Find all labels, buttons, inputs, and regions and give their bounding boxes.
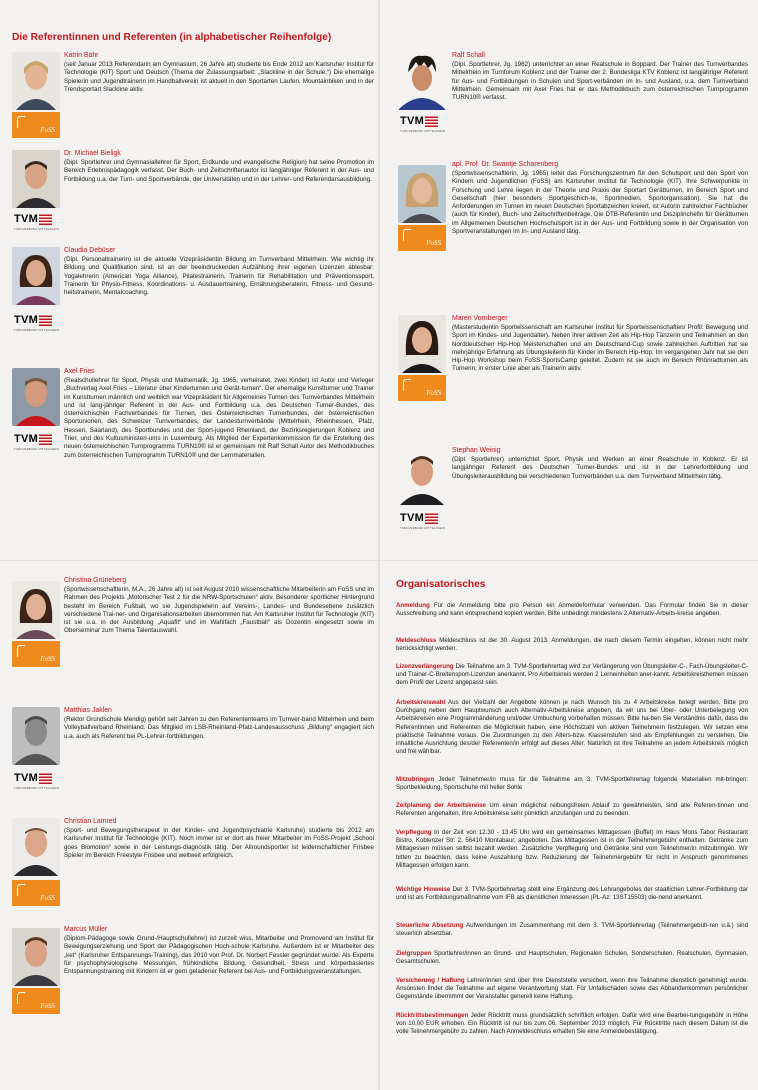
org-item [396, 602, 748, 618]
referent-bio: (seit Januar 2013 Referendarin am Gymnasium, 26 Jahre alt) studierte bis Ende 2012 am Karlsruher Institut für Technologie (KIT) Sport und Deutsch (Thema der Zulassungsarbeit: „Slackline in der Schule.“) Die ehemalige Spielerin und Jugendtrainerin im Handballverein ist aktuell in den Sportarten Laufen, Mountainbiken und in der Trendsportart Slackline aktiv. [64, 61, 374, 93]
referent-name: Matthias Jaklen [64, 707, 112, 714]
referent-bio: (Dipl. Personaltrainerin) ist die aktuelle Vizepräsidentin Bildung im Turnverband Mittelrhein. Wie wichtig ihr Bildung und Qualifikation sind, ist an der beeindruckenden Aufzählung ihrer eigenen Lizenzen ablesbar: Yogalehrerin (American Yoga Alliance), Pilatestrainerin, Trainerin für Rehabilitation und Präventionssport, Trainerin für Physio-Fitness, Koordinations- u. Ausdauertraining, Ernährungsberaterin, Fitness- und Gesund-heitstrainerin, Mentalcoaching. [64, 256, 374, 297]
referent-bio: (Masterstudentin Sportwissenschaft am Karlsruher Institut für Sportwissenschaften/ Profil: Bewegung und Sport im Kindes- und Jugendalter). Neben ihrer aktiven Zeit als Hip-Hop Tänzerin und Teilnahmen an den Norddeutschen Hip-Hop Meisterschaften und am Deutschland-Cup sowie zahlreichen Auftritten hat sie mehrjährige Erfahrung als Übungsleiterin für Kinder im Bereich Hip-Hop. Im vergangenen Jahr hat sie den Hip-Hop Workshop beim FoSS-SportsCamp geleitet. Zudem ist sie auch im Bereich Rhönradturnen als Turnerin, in erster Linie aber als Trainerin aktiv. [452, 324, 748, 373]
org-item-text: Um einen möglichst reibungsfreien Ablauf zu gewährleisten, sind alle Referen-tinnen und Referenten angehalten, ihre Arbeitskreise sehr pünktlich anzufangen und zu beenden. [396, 802, 748, 818]
org-item-label: Steuerliche Absetzung [396, 922, 464, 929]
org-item [396, 699, 748, 756]
org-item [396, 829, 748, 870]
tvm-badge: TVM TURNVERBAND MITTELRHEIN [14, 772, 60, 790]
organisational-title: Organisatorisches [396, 579, 486, 590]
org-item-label: Verpflegung [396, 829, 432, 836]
tvm-badge: TVM TURNVERBAND MITTELRHEIN [14, 433, 60, 451]
referent-entry [12, 52, 374, 144]
org-item-text: Der 3. TVM-Sportlehrertag stellt eine Ergänzung des Lehrangebotes der staatlichen Lehrer-Fortbildung dar und ist als Fortbildungsmaßnahme vom IFB als dienstlichen Interessen (PL-Az: 13ST15503) die-nend anerkannt. [396, 886, 748, 902]
org-item [396, 802, 748, 818]
org-item-text: Aufwendungen im Zusammenhang mit dem 3. TVM-Sportlehrertag (Teilnehmergebüh-ren u.ä.) sind steuerlich absetzbar. [396, 922, 748, 938]
portrait-photo [398, 447, 446, 505]
org-item [396, 922, 748, 938]
referent-entry [398, 315, 748, 407]
org-item-label: Zielgruppen [396, 950, 432, 957]
tvm-badge: TVM TURNVERBAND MITTELRHEIN [14, 213, 60, 231]
referent-entry [12, 707, 374, 793]
org-item [396, 663, 748, 688]
portrait-photo [398, 315, 446, 373]
org-item-text: In der Zeit von 12.30 - 13.45 Uhr wird ein gemeinsames Mittagessen (Buffet) im Haus Mons Tabor Restaurant Bistro, Koblenzer Str. 2, 56410 Montabaur, angeboten. Das Mittagessen ist in der Teilnehmergebühr enthalten. Getränke zum Mittagessen müssen selbst bezahlt werden. Zusätzliche Verpflegung und Getränke sind vom Teilnehmer/in mitzubringen. Wir bitten zu beachten, dass keine Auszahlung bzw. Reduzierung der Teilnehmergebühr für nicht in Anspruch genommenes Mittagessen erfolgen kann. [396, 829, 748, 869]
org-item-label: Anmeldung [396, 602, 430, 609]
org-item [396, 886, 748, 902]
org-item [396, 1012, 748, 1037]
foss-badge: FoSS [398, 225, 446, 251]
referent-entry [12, 926, 374, 1026]
referent-entry [12, 247, 374, 347]
org-item-text: Aus der Vielzahl der Angebote können je nach Wunsch bis zu 4 Arbeitskreise belegt werden. Bitte pro Durchgang neben dem Hauptwunsch auch Alternativ-Arbeitskreise angeben, da wir uns bei Über- oder Unterbelegung von Arbeitskreisen eine Programmänderung und/oder Umbuchung vorbehalten müssen. Bitte ha-ben Sie Verständnis dafür, dass die Referentinnen und Referenten die Möglichkeit haben, eine Höchstzahl von aktiven Teilnehmern festzulegen. Wir setzen eine praktische Teilnahme voraus. Die Zuordnungen zu den Alters-bzw. Klassenstufen sind als Empfehlungen zu verstehen. Die inhaltliche Ausrichtung des/der Referenten/in erfolgt auf dieses Alter. Natürlich ist Ihre Teilnahme an jedem Arbeitskreis möglich und frei wählbar. [396, 699, 748, 756]
referent-bio: (Sportwissenschaftlerin, Jg. 1965) leitet das Forschungszentrum für den Schulsport und den Sport von Kindern und Jugendlichen (FoSS) am Karlsruher Institut für Technologie (KIT). Ihre Schwerpunkte in Forschung und Lehre liegen in der Theorie und Praxis der Sportart Gerätturnen, im Bereich Sport und Gesellschaft (hier besonders Sportgeschich-te, Sportmedien, Sportorganisation). Sie hat die Anforderungen im Turnen im neuen Deutschen Sportabzeichen kreiert, ist Autorin zahlreicher Fachbücher (auch für Kinder), Buch- und Zeitschriftenbeiträge. Die DTB-Referentin und Disziplinchefin für Gerätturnen im Allgemeinen Deutschen Hochschulsport ist in der Aus- und Fortbildung sowie in der Organisation von Sportveranstaltungen im In- und Ausland tätig. [452, 170, 748, 236]
org-item-text: Jeder Rücktritt muss grundsätzlich schriftlich erfolgen. Dafür wird eine Bearbei-tungsgebühr in Höhe von 10,00 EUR erhoben. Ein Rücktritt ist nur bis zum 06. September 2013 möglich. Für Rücktritte nach diesem Datum ist die volle Teilnehmergebühr zu zahlen. Nach Anmeldeschluss erhalten Sie eine Anmeldebestätigung. [396, 1012, 748, 1036]
org-item [396, 637, 748, 653]
referent-name: Maren Vornberger [452, 315, 508, 322]
referent-name: Ralf Schall [452, 52, 485, 59]
org-item-label: Rücktrittsbestimmungen [396, 1012, 469, 1019]
org-item [396, 950, 748, 966]
org-item-label: Lizenzverlängerung [396, 663, 454, 670]
org-item-label: Mitzubringen [396, 776, 435, 783]
portrait-photo [12, 368, 60, 426]
tvm-badge: TVM TURNVERBAND MITTELRHEIN [400, 115, 446, 133]
referent-name: Marcus Müller [64, 926, 108, 933]
org-item-text: Die Teilnahme am 3. TVM-Sportlehrertag wird zur Verlängerung von Übungsleiter-C-, Fach-Übungsleiter-C- und Trainer-C-Breitensport-Lizenzen anerkannt. Pro Arbeitskreis werden 2 Lerneinheiten aner-kannt. Arbeitskreisthemen müssen dem Profil der Lizenz angepasst sein. [396, 663, 748, 687]
portrait-photo [12, 928, 60, 986]
referent-name: Dr. Michael Bieligk [64, 150, 121, 157]
referent-bio: (Dipl. Sportlehrer, Jg. 1962) unterrichtet an einer Realschule in Boppard. Der Trainer des Turnverbandes Mittelrhein im Turnforum Koblenz und der Trainer der 2. Bundesliga KTV Koblenz ist langjähriger Referent für Aus- und Fortbildungen in Schulen und Sport-verbänden im In- und Ausland, u.a. dem Turnverband Mittelrhein. Gemeinsam mit Axel Fries hat er das Methodikbuch zum österreichischen Turnprogramm TURN10® verfasst. [452, 61, 748, 102]
org-item-label: Meldeschluss [396, 637, 437, 644]
referent-name: Christina Grüneberg [64, 577, 127, 584]
foss-badge: FoSS [398, 375, 446, 401]
page-fold [378, 0, 380, 1090]
referent-bio: (Realschullehrer für Sport, Physik und Mathematik, Jg. 1965, verheiratet, zwei Kinder) ist Autor und Verleger „Buchverlag Axel Fries – Literatur über Kinderturnen und Gerät-turnen“. Der ehemalige Kunstturner und Trainer im Kunstturnen männlich und weiblich war Vizepräsident für Allgemeines Turnen des Turnverbandes Mittelrhein und ist lang-jähriger Referent in der Aus- und Fortbildung u.a. des Deutschen Turner-Bundes, des österreichischen Fachverbandes für Turnen, des Österreichischen Turnerbundes, der österreichischen Sportunionen, des Schweizer Turnverbandes, der Landesturnverbände (Mittelrhein, Rheinhessen, Pfalz, Hessen, Saarland), des Sportbundes und der Sport-jugend Rheinland, der Bezirksregierungen Koblenz und Trier, und des Kultusministeri-ums in Luxemburg. Als Mitglied der Expertenkommission für die Erstellung des neuen österreichischen Turnprogramms TURN10® ist er gemeinsam mit Ralf Schall Autor des Methodikbuches zum österreichischen Turnprogramm TURN10® und der Lernmaterialien. [64, 377, 374, 459]
referent-bio: (Dipl. Sportlehrer und Gymnasiallehrer für Sport, Erdkunde und evangelische Religion) hat seine Promotion im Bereich Erlebnispädagogik verfasst. Der Buch- und Zeitschriftenautor ist langjähriger Referent in der Aus- und Fortbildung u.a. der Turn- und Sportverbände, der Universitäten und in der Lehrer- und Referendarsausbildung. [64, 159, 374, 183]
org-item [396, 776, 748, 792]
org-item-label: Versicherung / Haftung [396, 977, 465, 984]
tvm-badge: TVM TURNVERBAND MITTELRHEIN [400, 512, 446, 530]
portrait-photo [12, 247, 60, 305]
portrait-photo [398, 52, 446, 110]
referent-bio: (Rektor Grundschule Mendig) gehört seit Jahren zu den Referententeams im Turnver-band Mittelrhein und beim Volleyballverband Rheinland. Das Mitglied im LSB-Rheinland-Pfalz-Landesausschuss „Bildung“ engagiert sich u.a. auch als Referent bei PL-Lehrer-fortbildungen. [64, 716, 374, 740]
portrait-photo [12, 818, 60, 876]
foss-badge: FoSS [12, 880, 60, 906]
portrait-photo [12, 150, 60, 208]
org-item-text: Lehrer/innen sind über Ihre Dienststelle versichert, wenn ihre Teilnahme dienstlich genehmigt wurde. Ansonsten findet die Teilnahme auf eigene Verantwortung statt. Für Unfallschäden sowie das Abhandenkommen persönlicher Gegenstände übernimmt der Veranstalter generell keine Haftung. [396, 977, 749, 1001]
referent-name: apl. Prof. Dr. Swantje Scharenberg [452, 161, 559, 168]
portrait-photo [12, 52, 60, 110]
referent-bio: (Dipl. Sportlehrer) unterrichtet Sport, Physik und Werken an einer Realschule in Koblenz. Er ist langjähriger Referent des Deutschen Turner-Bundes und ist in der Lehrerfortbildung und Übungsleiterausbildung bei verschiedenen Turnverbänden u.a. dem Turnverband Mittelrhein tätig. [452, 456, 748, 480]
referent-entry [398, 447, 748, 535]
org-item [396, 977, 748, 1002]
referent-entry [12, 818, 374, 910]
referent-bio: (Sportwissenschaftlerin, M.A., 26 Jahre alt) ist seit August 2010 wissenschaftliche Mitarbeiterin am FoSS und im Rahmen des Projekts „Motorischer Test 2 für die NRW-Sportschulen“ aktiv. Besonderer sportlicher Hintergrund besteht im Bereich Fußball, wo sie Jugendspielerin auf Vereins-, Landes- und Bundesebene zusätzlich verschiedene Trai-ner- und Organisationsarbeiten übernommen hat. Am Karlsruher Institut für Technologie (KIT) ist sie u.a. in der Ausbildung „Aquafit“ und im Wahlfach „Faustball“ als Dozentin eingesetzt sowie im Oberseminar zum Thema Talentauswahl. [64, 586, 374, 635]
org-item-text: Meldeschluss ist der 30. August 2013. Anmeldungen, die nach diesem Termin eingehen, können nicht mehr berücksichtigt werden. [396, 637, 748, 653]
portrait-photo [398, 165, 446, 223]
referent-name: Axel Fries [64, 368, 95, 375]
tvm-badge: TVM TURNVERBAND MITTELRHEIN [14, 314, 60, 332]
referent-bio: (Diplom-Pädagoge sowie Grund-/Hauptschullehrer) ist zurzeit wiss. Mitarbeiter und Promovend am Institut für Bewegungserziehung und Sport der Pädagogischen Hoch-schule Karlsruhe. Außerdem ist er Mitarbeiter des „ket“ (Karlsruher Entspannungs-Training), das 2010 von Prof. Dr. Norbert Fessler gegründet wurde. Als Experte für psychophysiologische Messungen, frühkindliche Bildung, Gesundheit, Stress und körperbasiertes Entspannungstraining mit Kindern ist er gern geladener Referent bei Aus- und Fortbildungsveranstaltungen. [64, 935, 374, 976]
page-fold-horizontal [0, 560, 758, 561]
org-item-label: Arbeitskreiswahl [396, 699, 446, 706]
foss-badge: FoSS [12, 112, 60, 138]
portrait-photo [12, 707, 60, 765]
referent-bio: (Sport- und Bewegungstherapeut in der Kinder- und Jugendpsychiatrie Karlsruhe) studierte bis 2012 am Karlsruher Institut für Technologie (KIT). Noch immer ist er dort als freier Mitarbeiter im FoSS-Projekt „School goes Biomotion“ sowie in der Leistungs-diagnostik tätig. Der Allroundsportler ist leidenschaftlicher Frisbee Spieler im Bereich Freestyle Frisbee und weltweit erfolgreich. [64, 827, 374, 859]
portrait-photo [12, 581, 60, 639]
referent-name: Claudia Debüser [64, 247, 116, 254]
org-item-text: Jede/r Teilnehmer/in muss für die Teilnahme am 3. TVM-Sportlehrertag folgende Materialien mit-bringen: Sportbekleidung, Sportschuhe mit heller Sohle [396, 776, 748, 792]
org-item-text: Sportlehrer/innen an Grund- und Hauptschulen, Regionalen Schulen, Sonderschulen, Realschulen, Gymnasien, Gesamtschulen. [396, 950, 748, 966]
foss-badge: FoSS [12, 641, 60, 667]
org-item-label: Wichtige Hinweise [396, 886, 451, 893]
org-item-label: Zeitplanung der Arbeitskreise [396, 802, 486, 809]
foss-badge: FoSS [12, 988, 60, 1014]
page-title: Die Referentinnen und Referenten (in alphabetischer Reihenfolge) [12, 32, 332, 43]
referent-name: Christian Lamred [64, 818, 117, 825]
referent-entry [12, 577, 374, 669]
referent-name: Katrin Bähr [64, 52, 99, 59]
referent-entry [398, 161, 748, 291]
org-item-text: Für die Anmeldung bitte pro Person ein Anmeldeformular verwenden. Das Formular finden Sie in dieser Ausschreibung und kann entsprechend kopiert werden. Bitte unbedingt mindestens 2 Alternativ-Arbeits-kreise angeben. [396, 602, 748, 618]
referent-entry [398, 52, 748, 138]
referent-entry [12, 368, 374, 540]
referent-name: Stephan Weinig [452, 447, 501, 454]
referent-entry [12, 150, 374, 236]
